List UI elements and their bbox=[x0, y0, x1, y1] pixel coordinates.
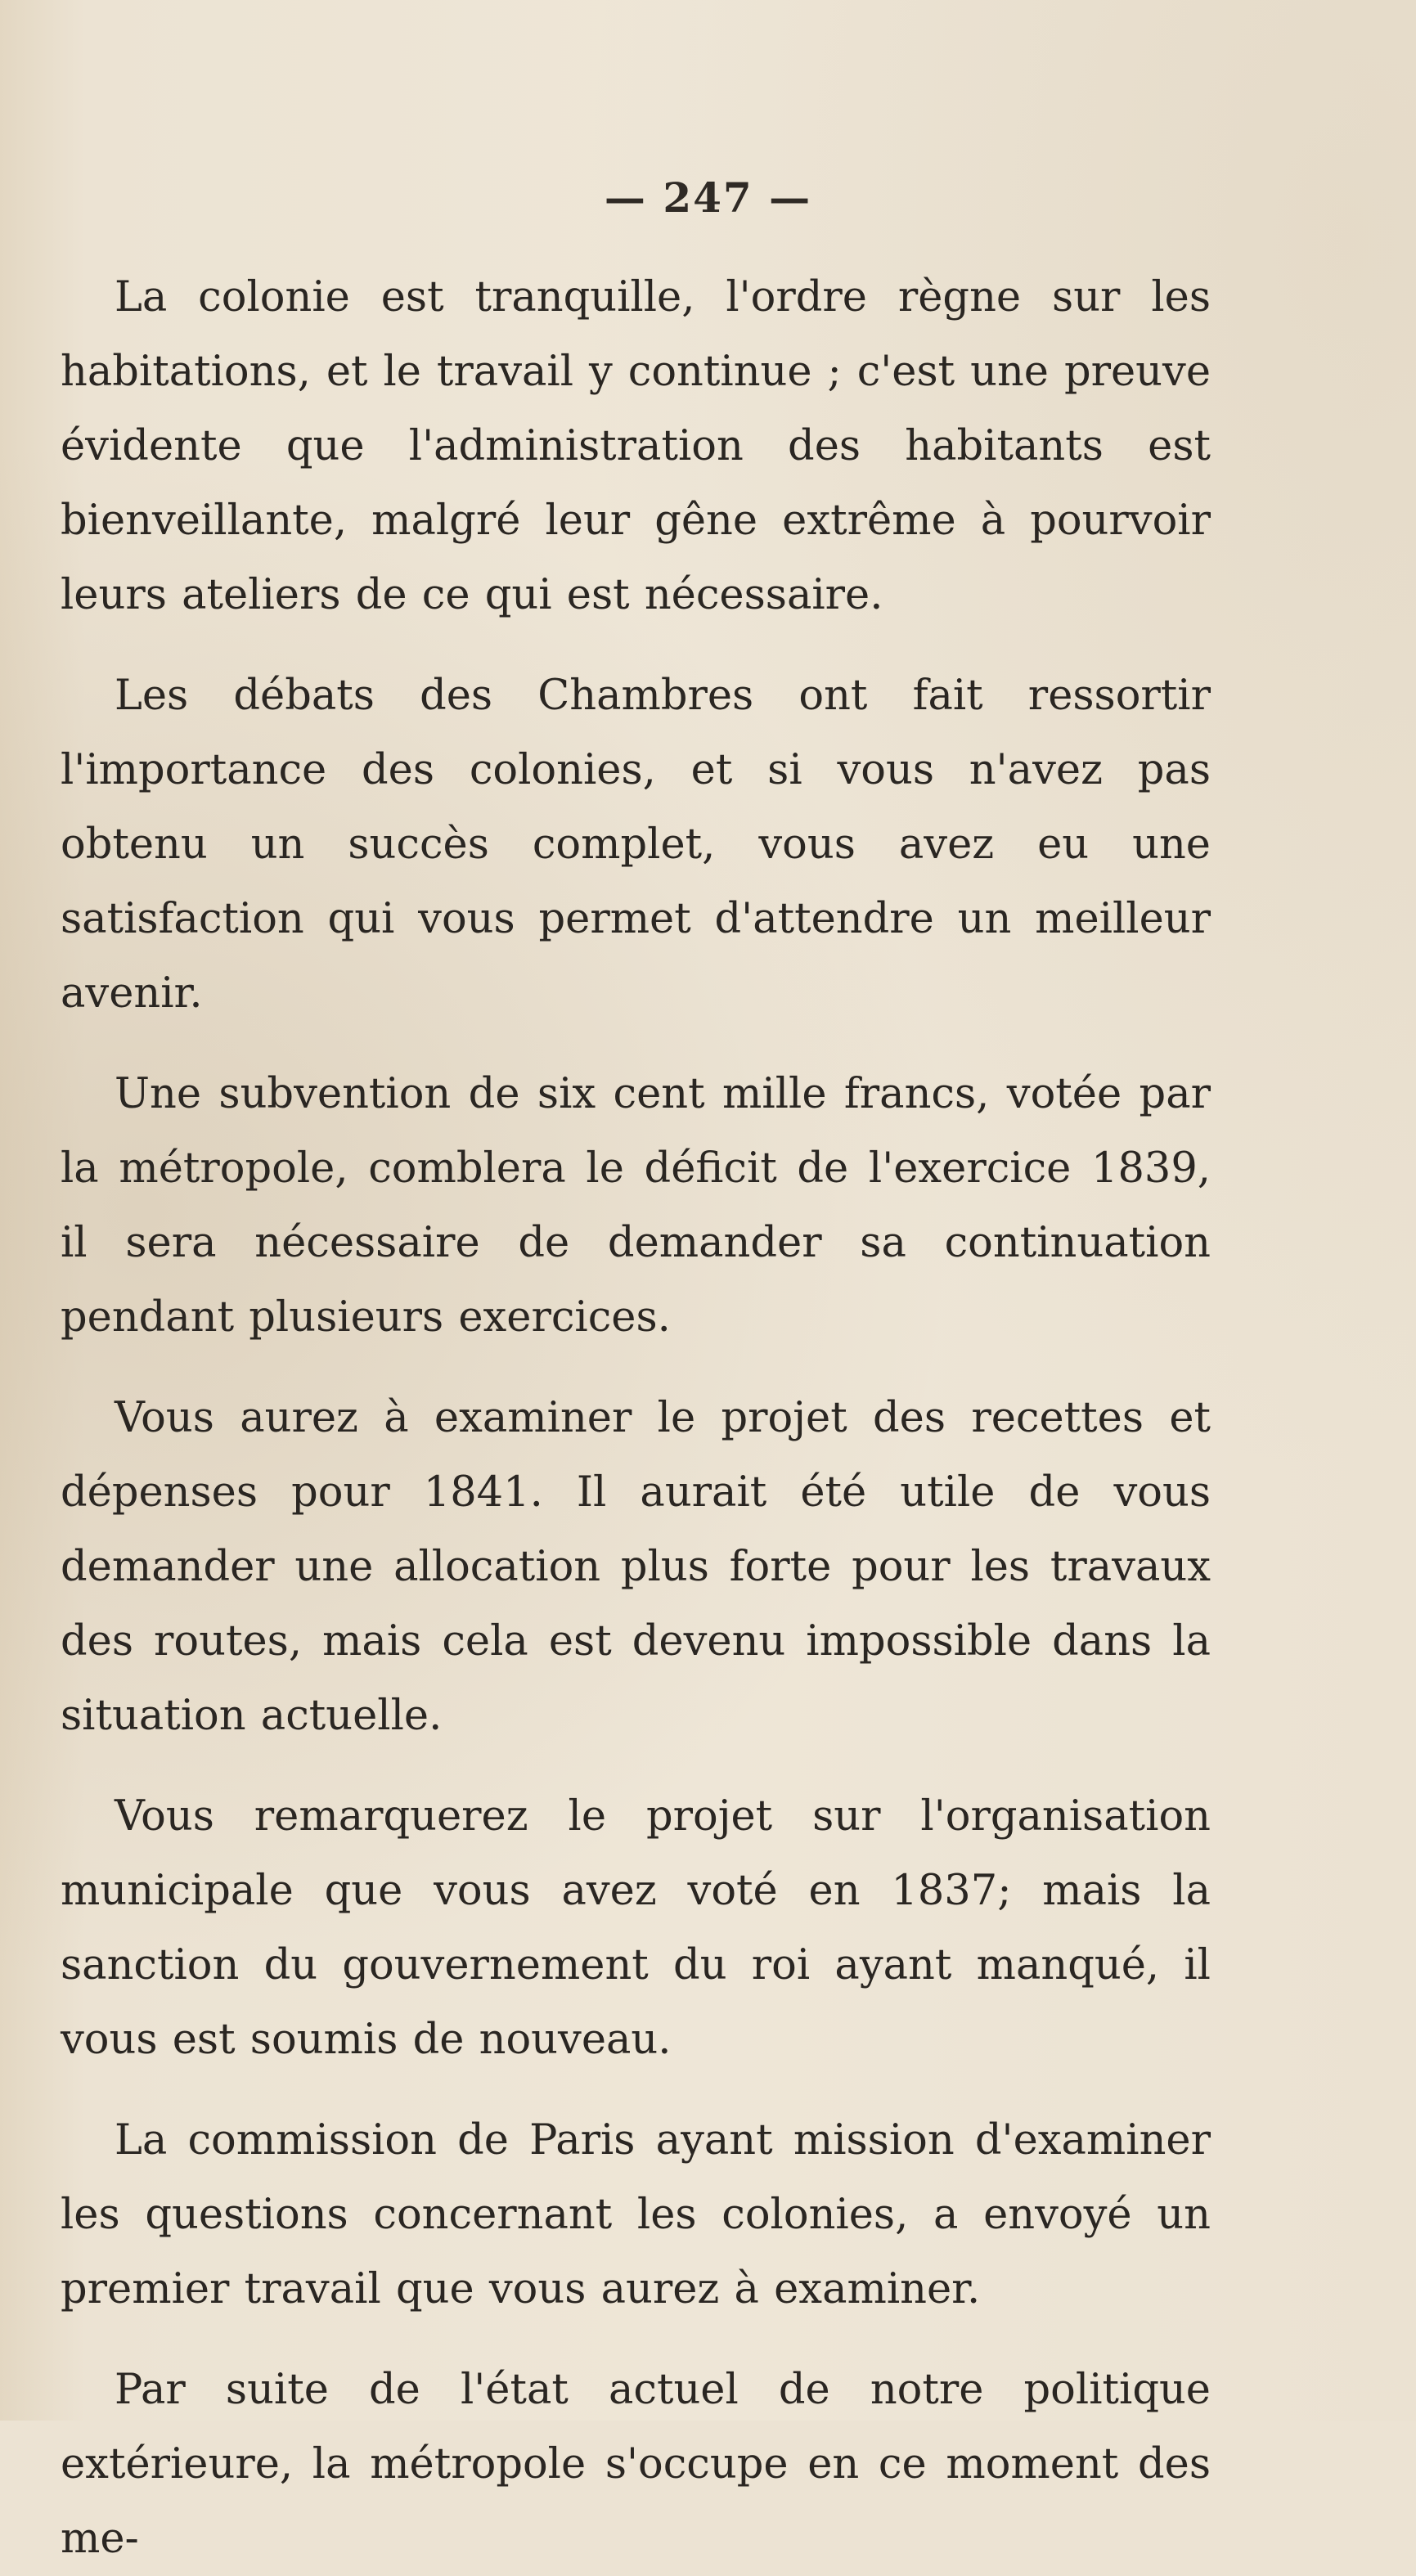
paragraph-municipal-organisation: Vous remarquerez le projet sur l'organisation municipale que vous avez voté en 1837; mais la sanction du gouvernement du roi ayant manqué, il vous est soumis de nouveau. bbox=[61, 1792, 1211, 2064]
paragraph-budget-1841: Vous aurez à examiner le projet des recettes et dépenses pour 1841. Il aurait été utile de vous demander une allocation plus forte pour les travaux des routes, mais cela est devenu impossible dans la situation actuelle. bbox=[61, 1394, 1211, 1740]
page-number: — 247 — bbox=[604, 173, 812, 222]
paragraph-foreign-policy: Par suite de l'état actuel de notre politique extérieure, la métropole s'occupe en ce moment des me- bbox=[61, 2366, 1211, 2563]
paragraph-subvention: Une subvention de six cent mille francs, votée par la métropole, comblera le déficit de l'exercice 1839, il sera nécessaire de demander sa continuation pendant plusieurs exercices. bbox=[61, 1070, 1211, 1342]
body-text bbox=[61, 260, 1211, 2576]
paragraph-paris-commission: La commission de Paris ayant mission d'examiner les questions concernant les colonies, a envoyé un premier travail que vous aurez à examiner. bbox=[61, 2116, 1211, 2313]
paragraph-colony-tranquil: La colonie est tranquille, l'ordre règne sur les habitations, et le travail y continue ; c'est une preuve évidente que l'administration des habitants est bienveillante, malgré leur gêne extrême à pourvoir leurs ateliers de ce qui est nécessaire. bbox=[61, 273, 1211, 619]
paragraph-chamber-debates: Les débats des Chambres ont fait ressortir l'importance des colonies, et si vous n'avez pas obtenu un succès complet, vous avez eu une satisfaction qui vous permet d'attendre un meilleur avenir. bbox=[61, 672, 1211, 1018]
